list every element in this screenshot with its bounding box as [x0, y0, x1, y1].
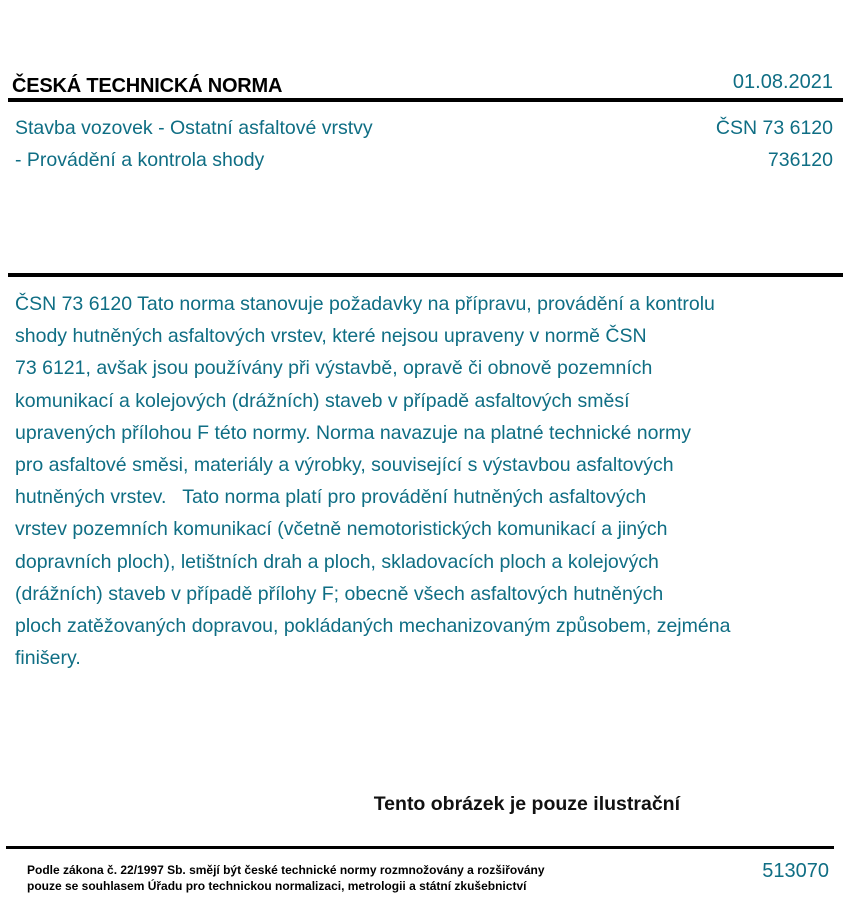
- abstract-line: dopravních ploch), letištních drah a ploch, skladovacích ploch a kolejových: [15, 550, 659, 573]
- abstract-line: pro asfaltové směsi, materiály a výrobky, související s výstavbou asfaltových: [15, 454, 674, 477]
- abstract-line: vrstev pozemních komunikací (včetně nemotoristických komunikací a jiných: [15, 518, 668, 541]
- section-divider: [8, 273, 843, 277]
- abstract-line: hutněných vrstev. Tato norma platí pro provádění hutněných asfaltových: [15, 486, 647, 509]
- standard-title-line-2: - Provádění a kontrola shody: [15, 149, 265, 171]
- abstract-line: 73 6121, avšak jsou používány při výstavbě, opravě či obnově pozemních: [15, 357, 653, 380]
- standard-title-line-1: Stavba vozovek - Ostatní asfaltové vrstvy: [15, 117, 373, 139]
- abstract-text: [15, 288, 845, 674]
- abstract-line: komunikací a kolejových (drážních) staveb v případě asfaltových směsí: [15, 389, 630, 412]
- catalog-number: 513070: [762, 860, 829, 882]
- document-type-title: ČESKÁ TECHNICKÁ NORMA: [12, 75, 283, 97]
- abstract-line: finišery.: [15, 647, 81, 670]
- publication-date: 01.08.2021: [732, 71, 833, 93]
- legal-notice: [27, 862, 545, 894]
- abstract-line: (drážních) staveb v případě přílohy F; obecně všech asfaltových hutněných: [15, 582, 664, 605]
- abstract-line: ČSN 73 6120 Tato norma stanovuje požadavky na přípravu, provádění a kontrolu: [15, 293, 715, 315]
- footer-divider: [6, 846, 834, 849]
- abstract-line: ploch zatěžovaných dopravou, pokládaných mechanizovaným způsobem, zejména: [15, 615, 731, 638]
- abstract-line: upravených přílohou F této normy. Norma navazuje na platné technické normy: [15, 421, 691, 444]
- illustrative-notice: Tento obrázek je pouze ilustrační: [373, 793, 680, 815]
- legal-notice-line: Podle zákona č. 22/1997 Sb. smějí být české technické normy rozmnožovány a rozšiřovány: [27, 863, 545, 877]
- standard-code: ČSN 73 6120: [715, 117, 833, 139]
- header-divider: [8, 98, 843, 102]
- abstract-line: shody hutněných asfaltových vrstev, které nejsou upraveny v normě ČSN: [15, 325, 647, 348]
- legal-notice-line: pouze se souhlasem Úřadu pro technickou normalizaci, metrologii a státní zkušebnictví: [27, 879, 527, 893]
- classification-code: 736120: [767, 149, 833, 171]
